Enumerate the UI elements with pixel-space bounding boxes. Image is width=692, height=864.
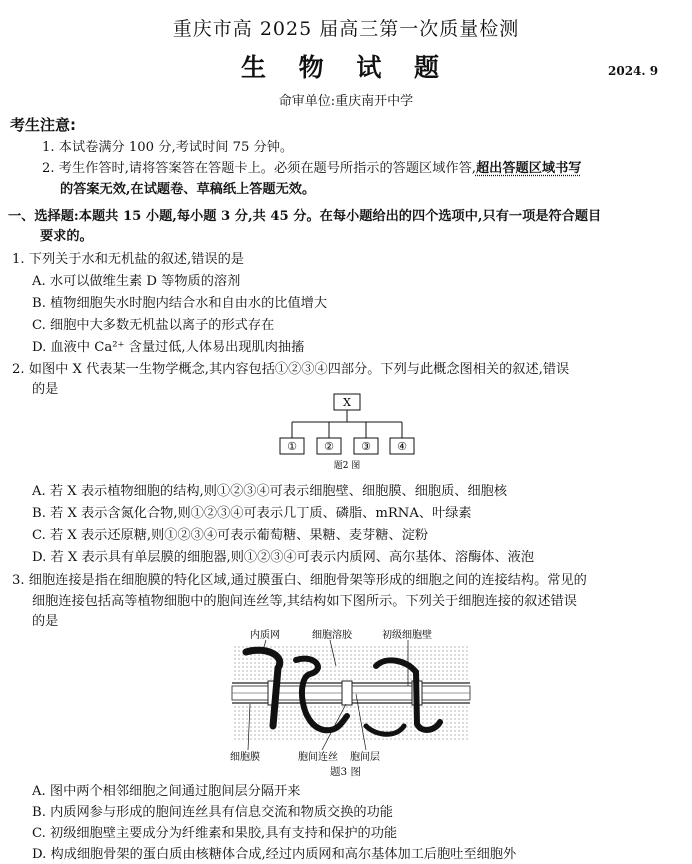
notice-heading: 考生注意: bbox=[10, 116, 76, 134]
q1-option-b: B. 植物细胞失水时胞内结合水和自由水的比值增大 bbox=[32, 296, 328, 311]
fig2-child-2: ② bbox=[324, 440, 334, 453]
section-heading: 一、选择题:本题共 15 小题,每小题 3 分,共 45 分。在每小题给出的四个选项中,只有一项是符合题目 bbox=[8, 209, 602, 224]
label-er: 内质网 bbox=[250, 630, 280, 641]
q1-option-a: A. 水可以做维生素 D 等物质的溶剂 bbox=[32, 274, 241, 289]
q2-stem: 2. 如图中 X 代表某一生物学概念,其内容包括①②③④四部分。下列与此概念图相关的叙述,错误 bbox=[12, 362, 570, 377]
notice-item-2-b: 超出答题区域书写 bbox=[475, 161, 582, 176]
q3-option-c: C. 初级细胞壁主要成分为纤维素和果胶,具有支持和保护的功能 bbox=[32, 826, 398, 841]
exam-date: 2024. 9 bbox=[608, 64, 659, 78]
q2-option-b: B. 若 X 表示含氮化合物,则①②③④可表示几丁质、磷脂、mRNA、叶绿素 bbox=[32, 506, 472, 521]
q2-stem-cont: 的是 bbox=[32, 382, 59, 397]
plasmodesma-2 bbox=[342, 681, 352, 705]
q3-stem-cont-1: 细胞连接包括高等植物细胞中的胞间连丝等,其结构如下图所示。下列关于细胞连接的叙述错误 bbox=[32, 594, 577, 609]
q3-option-d: D. 构成细胞骨架的蛋白质由核糖体合成,经过内质网和高尔基体加工后胞吐至细胞外 bbox=[32, 847, 517, 862]
fig2-caption: 题2 图 bbox=[333, 461, 361, 470]
label-cytosol: 细胞溶胶 bbox=[312, 630, 352, 641]
fig3-caption: 题3 图 bbox=[330, 766, 362, 778]
label-primary-wall: 初级细胞壁 bbox=[382, 630, 432, 641]
fig2-child-3: ③ bbox=[361, 440, 371, 453]
q2-option-c: C. 若 X 表示还原糖,则①②③④可表示葡萄糖、果糖、麦芽糖、淀粉 bbox=[32, 528, 429, 543]
notice-item-1: 1. 本试卷满分 100 分,考试时间 75 分钟。 bbox=[42, 140, 294, 155]
q2-option-a: A. 若 X 表示植物细胞的结构,则①②③④可表示细胞壁、细胞膜、细胞质、细胞核 bbox=[32, 484, 508, 499]
q3-stem-cont-2: 的是 bbox=[32, 614, 59, 629]
q3-option-a: A. 图中两个相邻细胞之间通过胞间层分隔开来 bbox=[32, 784, 301, 799]
q3-stem: 3. 细胞连接是指在细胞膜的特化区域,通过膜蛋白、细胞骨架等形成的细胞之间的连接结构。常见的 bbox=[12, 573, 587, 588]
q2-concept-diagram bbox=[274, 392, 422, 470]
notice-item-2-a: 2. 考生作答时,请将答案答在答题卡上。必须在题号所指示的答题区域作答, bbox=[42, 161, 476, 176]
fig2-root-label: X bbox=[343, 396, 351, 409]
label-middle-lamella: 胞间层 bbox=[350, 752, 380, 763]
subject-title: 生 物 试 题 bbox=[240, 53, 452, 82]
notice-item-2 bbox=[42, 157, 581, 176]
q3-plasmodesma-diagram bbox=[226, 626, 476, 770]
q1-stem: 1. 下列关于水和无机盐的叙述,错误的是 bbox=[12, 252, 244, 267]
q2-option-d: D. 若 X 表示具有单层膜的细胞器,则①②③④可表示内质网、高尔基体、溶酶体、液泡 bbox=[32, 550, 535, 565]
notice-item-2-c: 的答案无效,在试题卷、草稿纸上答题无效。 bbox=[60, 182, 316, 197]
q1-option-d: D. 血液中 Ca²⁺ 含量过低,人体易出现肌肉抽搐 bbox=[32, 340, 305, 355]
label-plasmodesma: 胞间连丝 bbox=[298, 752, 338, 763]
q3-option-b: B. 内质网参与形成的胞间连丝具有信息交流和物质交换的功能 bbox=[32, 805, 393, 820]
q1-option-c: C. 细胞中大多数无机盐以离子的形式存在 bbox=[32, 318, 275, 333]
label-membrane: 细胞膜 bbox=[230, 752, 260, 763]
setter-unit: 命审单位:重庆南开中学 bbox=[278, 94, 414, 109]
exam-title: 重庆市高 2025 届高三第一次质量检测 bbox=[172, 18, 520, 40]
fig2-child-1: ① bbox=[287, 440, 297, 453]
fig2-child-4: ④ bbox=[397, 440, 407, 453]
section-heading-cont: 要求的。 bbox=[40, 229, 93, 244]
